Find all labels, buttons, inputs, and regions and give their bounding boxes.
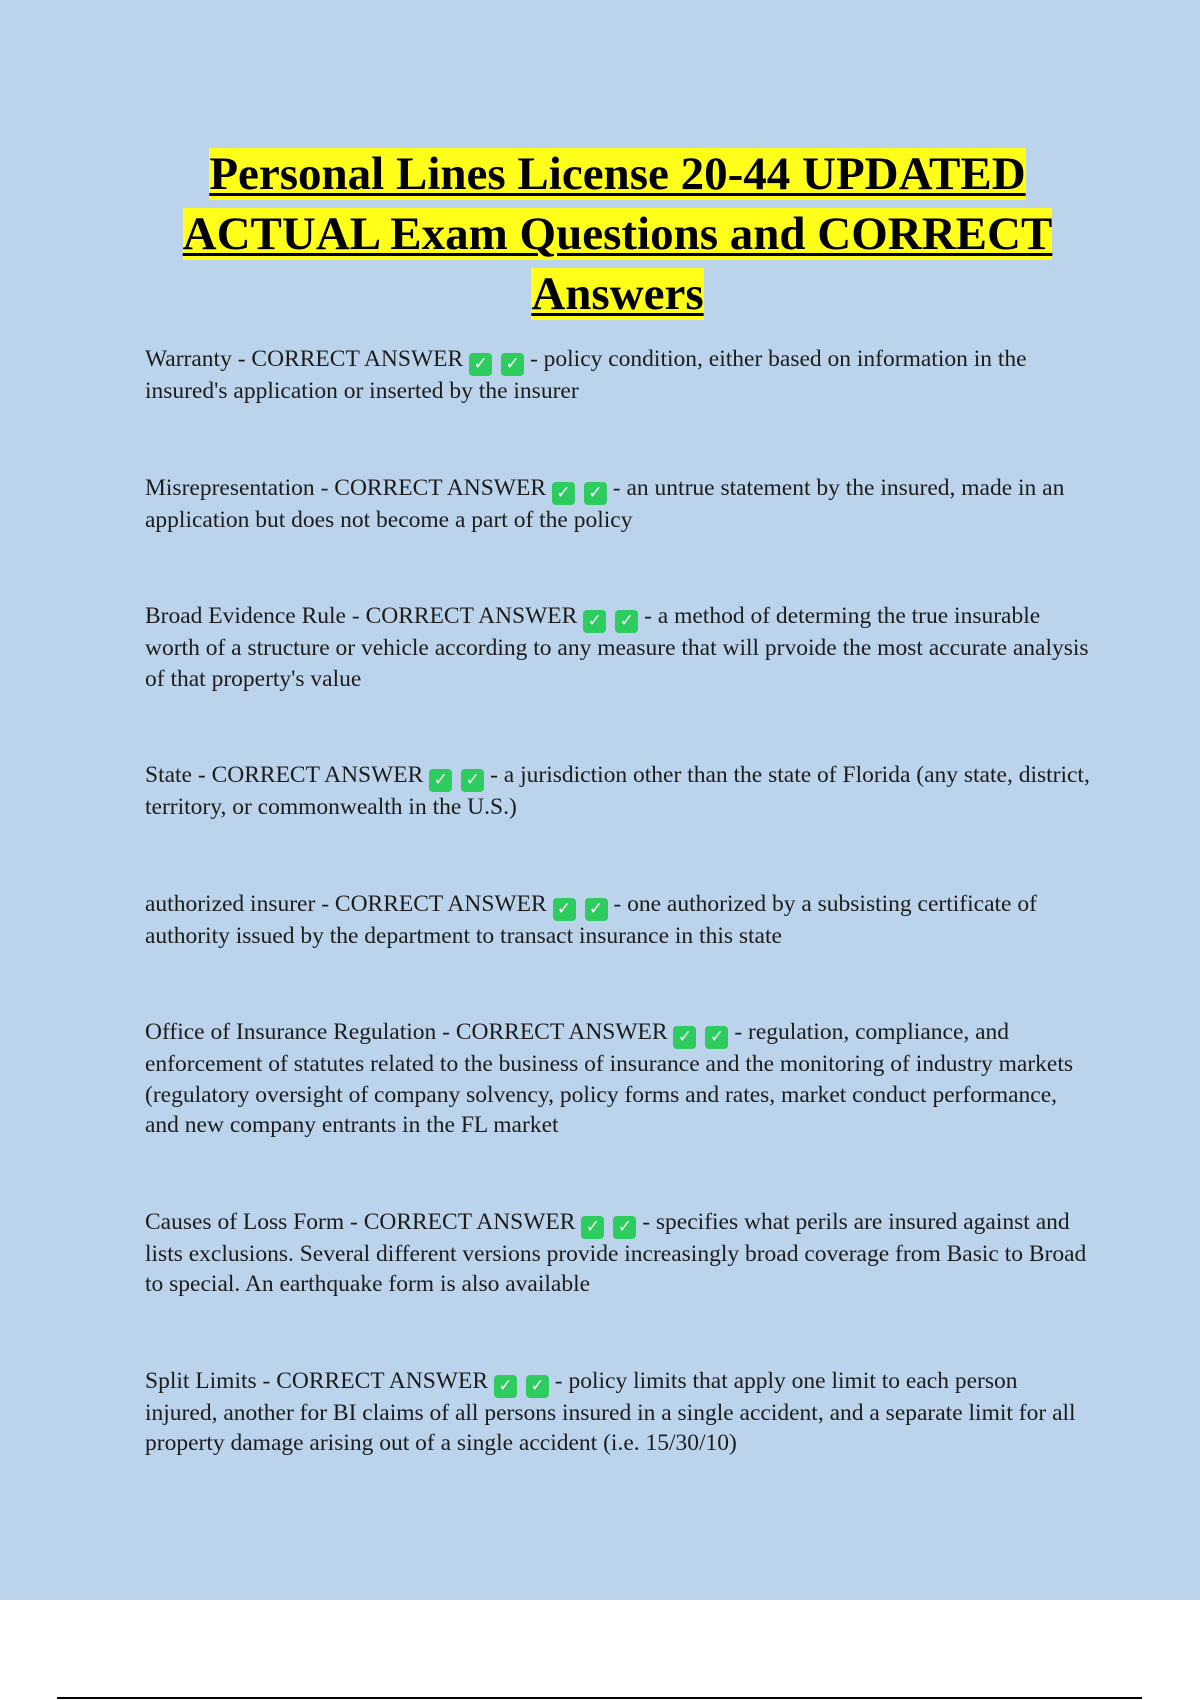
qa-list — [145, 344, 1090, 1525]
answer-marker: CORRECT ANSWER — [363, 1208, 576, 1235]
qa-definition: regulation, compliance, and enforcement of statutes related to the business of insurance and the monitoring of industry markets (regulatory oversight of company solvency, policy forms and rates, market conduct performance, and new company entrants in the FL market — [145, 1019, 1073, 1138]
page-title-text: Personal Lines License 20-44 UPDATED ACTUAL Exam Questions and CORRECT Answers — [182, 148, 1053, 320]
qa-definition: an untrue statement by the insured, made in an application but does not become a part of the policy — [145, 474, 1065, 533]
qa-item: Warranty - CORRECT ANSWER ✓ ✓ - policy condition, either based on information in the insured's application or inserted by the insurer — [145, 346, 1027, 404]
answer-marker: CORRECT ANSWER — [334, 890, 547, 917]
answer-marker: CORRECT ANSWER — [276, 1367, 488, 1394]
qa-term: Misrepresentation — [145, 474, 315, 501]
answer-marker: CORRECT ANSWER — [251, 346, 464, 372]
check-mark-icon: ✓ — [581, 1216, 604, 1239]
check-mark-icon: ✓ — [494, 1375, 517, 1398]
qa-term: Split Limits — [145, 1367, 257, 1394]
qa-definition: policy condition, either based on information in the insured's application or inserted by the insurer — [145, 346, 1027, 404]
qa-definition: a jurisdiction other than the state of Florida (any state, district, territory, or commonwealth in the U.S.) — [145, 762, 1090, 820]
qa-definition: specifies what perils are insured against and lists exclusions. Several different versions provide increasingly broad coverage from Basic to Broad to special. An earthquake form is also available — [145, 1208, 1087, 1297]
check-mark-icon: ✓ — [429, 769, 452, 792]
qa-term: Warranty — [145, 346, 232, 372]
qa-item: Causes of Loss Form - CORRECT ANSWER ✓ ✓ - specifies what perils are insured against and lists exclusions. Several different versions provide increasingly broad coverage from Basic to Broad to special. An earthquake form is also available — [145, 1208, 1087, 1297]
qa-term: Causes of Loss Form — [145, 1208, 345, 1235]
check-mark-icon: ✓ — [613, 1216, 636, 1239]
check-mark-icon: ✓ — [585, 898, 608, 921]
check-mark-icon: ✓ — [501, 353, 524, 376]
page-title — [140, 144, 1095, 324]
check-mark-icon: ✓ — [469, 353, 492, 376]
answer-marker: CORRECT ANSWER — [334, 474, 547, 501]
answer-marker: CORRECT ANSWER — [211, 762, 424, 788]
check-mark-icon: ✓ — [615, 610, 638, 633]
qa-definition: a method of determing the true insurable worth of a structure or vehicle according to any measure that will prvoide the most accurate analysis of that property's value — [145, 603, 1089, 692]
answer-marker: CORRECT ANSWER — [365, 603, 578, 629]
check-mark-icon: ✓ — [461, 769, 484, 792]
qa-term: Office of Insurance Regulation — [145, 1019, 437, 1045]
check-mark-icon: ✓ — [552, 482, 575, 505]
footer-divider — [57, 1697, 1142, 1699]
check-mark-icon: ✓ — [705, 1026, 728, 1049]
check-mark-icon: ✓ — [673, 1026, 696, 1049]
check-mark-icon: ✓ — [584, 482, 607, 505]
check-mark-icon: ✓ — [526, 1375, 549, 1398]
qa-definition: policy limits that apply one limit to each person injured, another for BI claims of all persons insured in a single accident, and a separate limit for all property damage arising out of a single accident (i.e. 15/30/10) — [145, 1367, 1076, 1456]
qa-item: Office of Insurance Regulation - CORRECT ANSWER ✓ ✓ - regulation, compliance, and enforcement of statutes related to the business of insurance and the monitoring of industry markets (regulatory oversight of company solvency, policy forms and rates, market conduct performance, and new company entrants in the FL market — [145, 1019, 1073, 1138]
qa-item: Split Limits - CORRECT ANSWER ✓ ✓ - policy limits that apply one limit to each person injured, another for BI claims of all persons insured in a single accident, and a separate limit for all property damage arising out of a single accident (i.e. 15/30/10) — [145, 1367, 1076, 1456]
check-mark-icon: ✓ — [583, 610, 606, 633]
qa-item: State - CORRECT ANSWER ✓ ✓ - a jurisdiction other than the state of Florida (any state, district, territory, or commonwealth in the U.S.) — [145, 762, 1090, 820]
qa-term: authorized insurer — [145, 890, 316, 917]
qa-definition: one authorized by a subsisting certificate of authority issued by the department to transact insurance in this state — [145, 890, 1037, 949]
qa-item: authorized insurer - CORRECT ANSWER ✓ ✓ - one authorized by a subsisting certificate of authority issued by the department to transact insurance in this state — [145, 890, 1037, 949]
qa-term: State — [145, 762, 192, 788]
qa-item: Misrepresentation - CORRECT ANSWER ✓ ✓ - an untrue statement by the insured, made in an application but does not become a part of the policy — [145, 474, 1065, 533]
answer-marker: CORRECT ANSWER — [455, 1019, 668, 1045]
check-mark-icon: ✓ — [553, 898, 576, 921]
qa-term: Broad Evidence Rule — [145, 603, 346, 629]
qa-item: Broad Evidence Rule - CORRECT ANSWER ✓ ✓ - a method of determing the true insurable worth of a structure or vehicle according to any measure that will prvoide the most accurate analysis of that property's value — [145, 603, 1089, 692]
